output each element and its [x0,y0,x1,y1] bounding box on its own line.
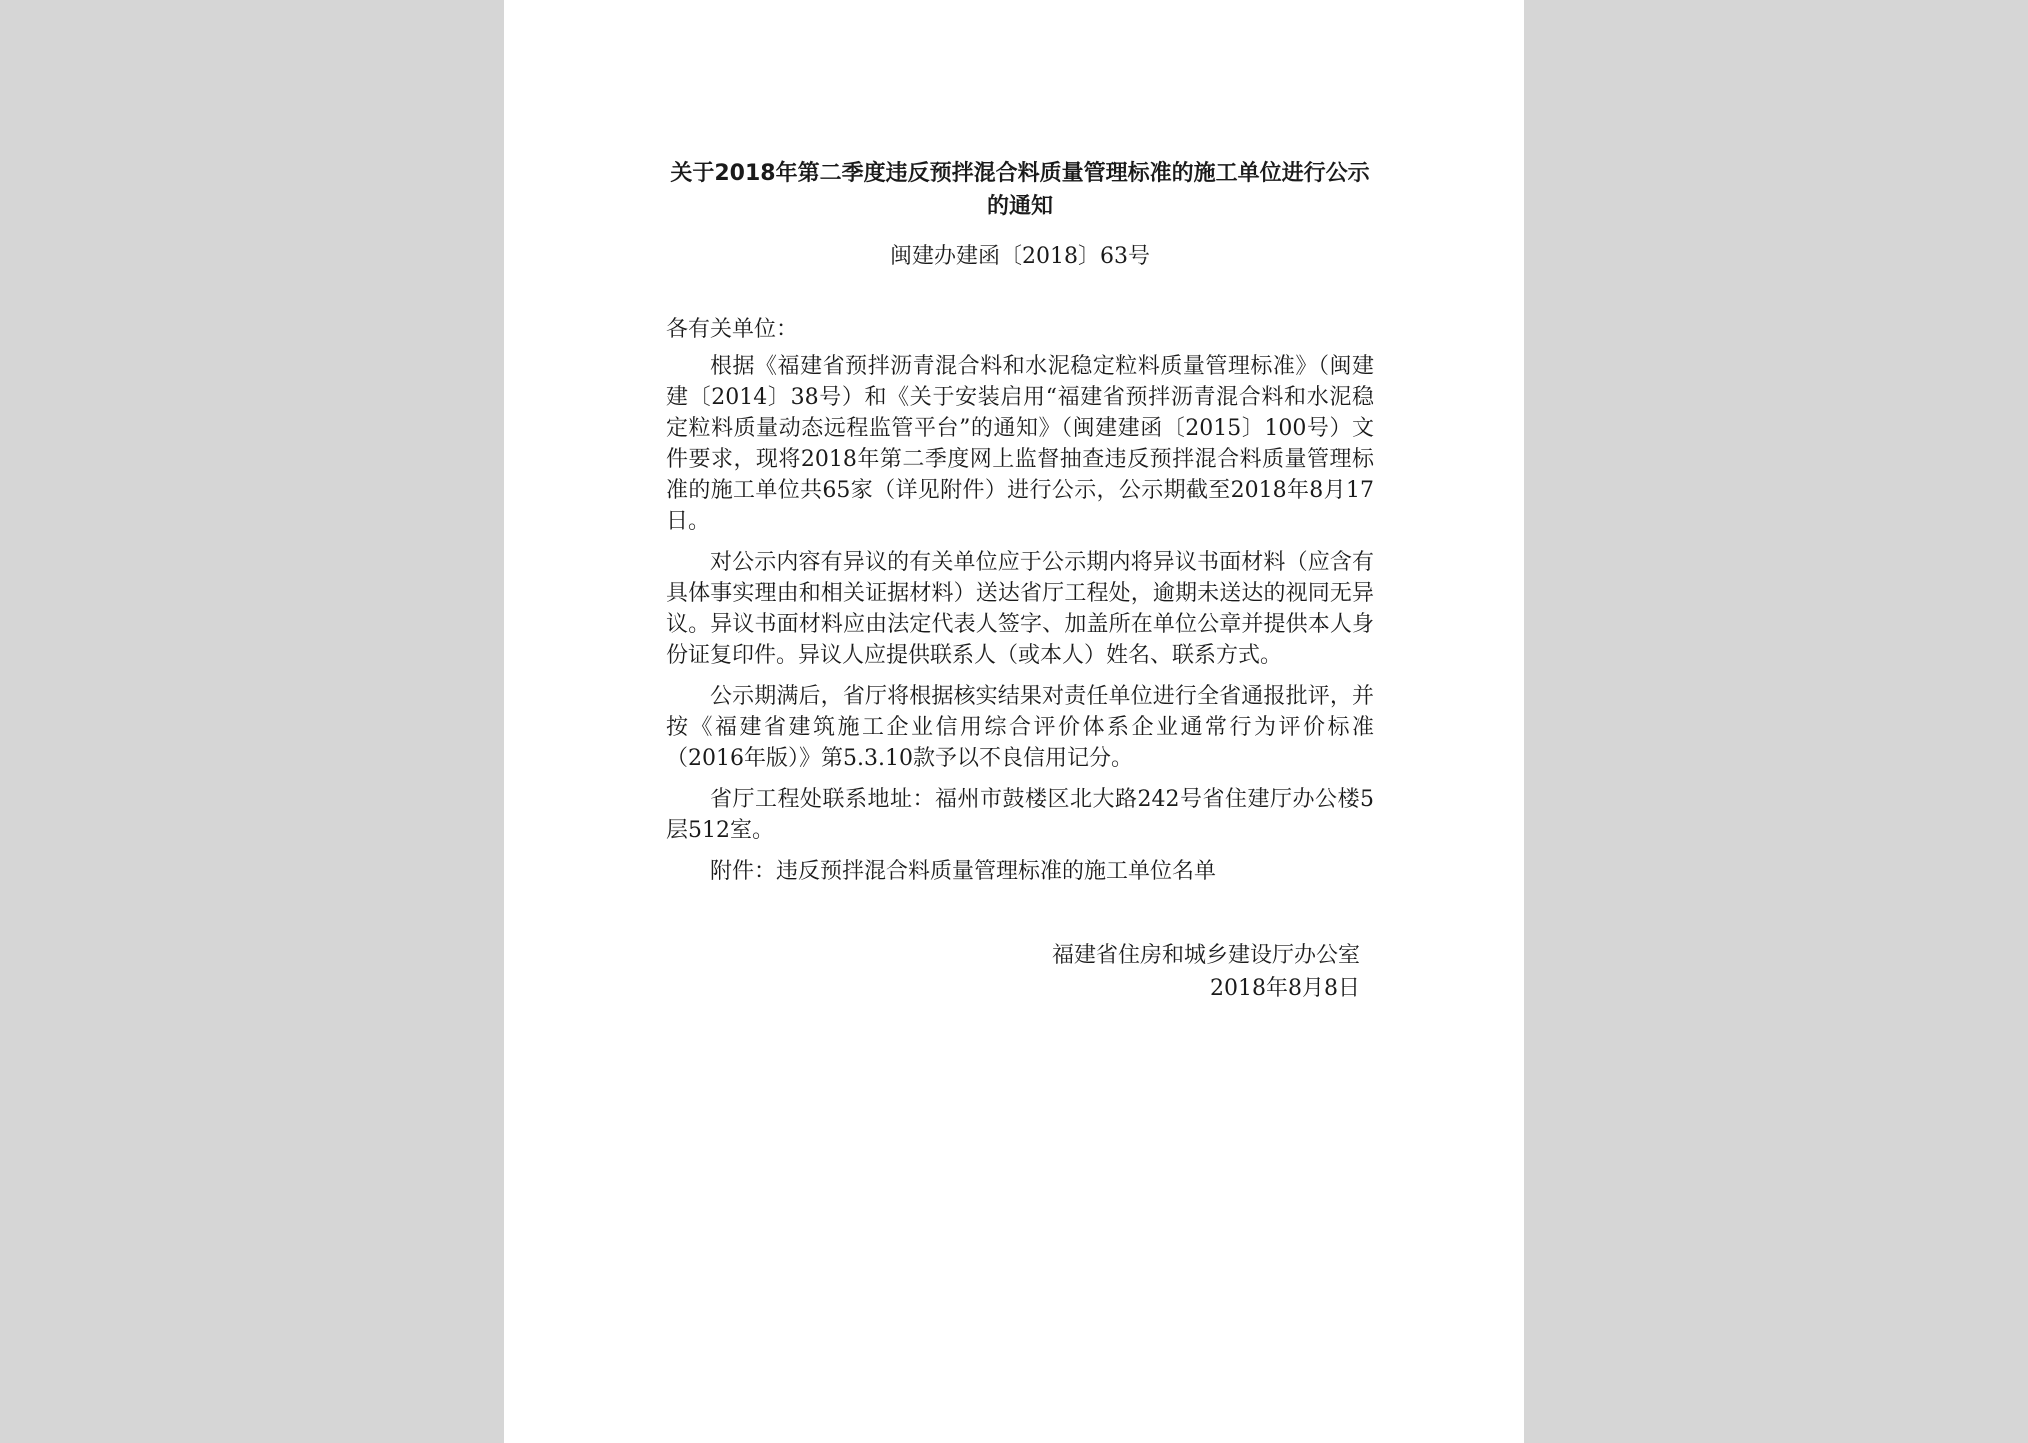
document-title: 关于2018年第二季度违反预拌混合料质量管理标准的施工单位进行公示的通知 [670,161,1370,219]
document-number: 闽建办建函〔2018〕63号 [890,244,1150,269]
issue-date: 2018年8月8日 [1210,976,1360,1001]
body-paragraph-address: 省厅工程处联系地址：福州市鼓楼区北大路242号省住建厅办公楼5层512室。 [666,787,1374,843]
signature-block [666,939,1360,1005]
issuer-name: 福建省住房和城乡建设厅办公室 [1051,943,1360,968]
salutation: 各有关单位： [666,317,799,342]
body-paragraph-objection: 对公示内容有异议的有关单位应于公示期内将异议书面材料（应含有具体事实理由和相关证据材料）送达省厅工程处，逾期未送达的视同无异议。异议书面材料应由法定代表人签字、加盖所在单位公章并提供本人身份证复印件。异议人应提供联系人（或本人）姓名、联系方式。 [666,550,1374,668]
body-paragraph-penalty: 公示期满后，省厅将根据核实结果对责任单位进行全省通报批评，并按《福建省建筑施工企业信用综合评价体系企业通常行为评价标准（2016年版）》第5.3.10款予以不良信用记分。 [666,684,1374,771]
body-paragraph-basis: 根据《福建省预拌沥青混合料和水泥稳定粒料质量管理标准》（闽建建〔2014〕38号）和《关于安装启用“福建省预拌沥青混合料和水泥稳定粒料质量动态远程监管平台”的通知》（闽建建函〔2015〕100号）文件要求，现将2018年第二季度网上监督抽查违反预拌混合料质量管理标准的施工单位共65家（详见附件）进行公示，公示期截至2018年8月17日。 [666,354,1374,534]
document-page [504,0,1524,1443]
body-paragraph-attachment: 附件：违反预拌混合料质量管理标准的施工单位名单 [710,859,1217,884]
